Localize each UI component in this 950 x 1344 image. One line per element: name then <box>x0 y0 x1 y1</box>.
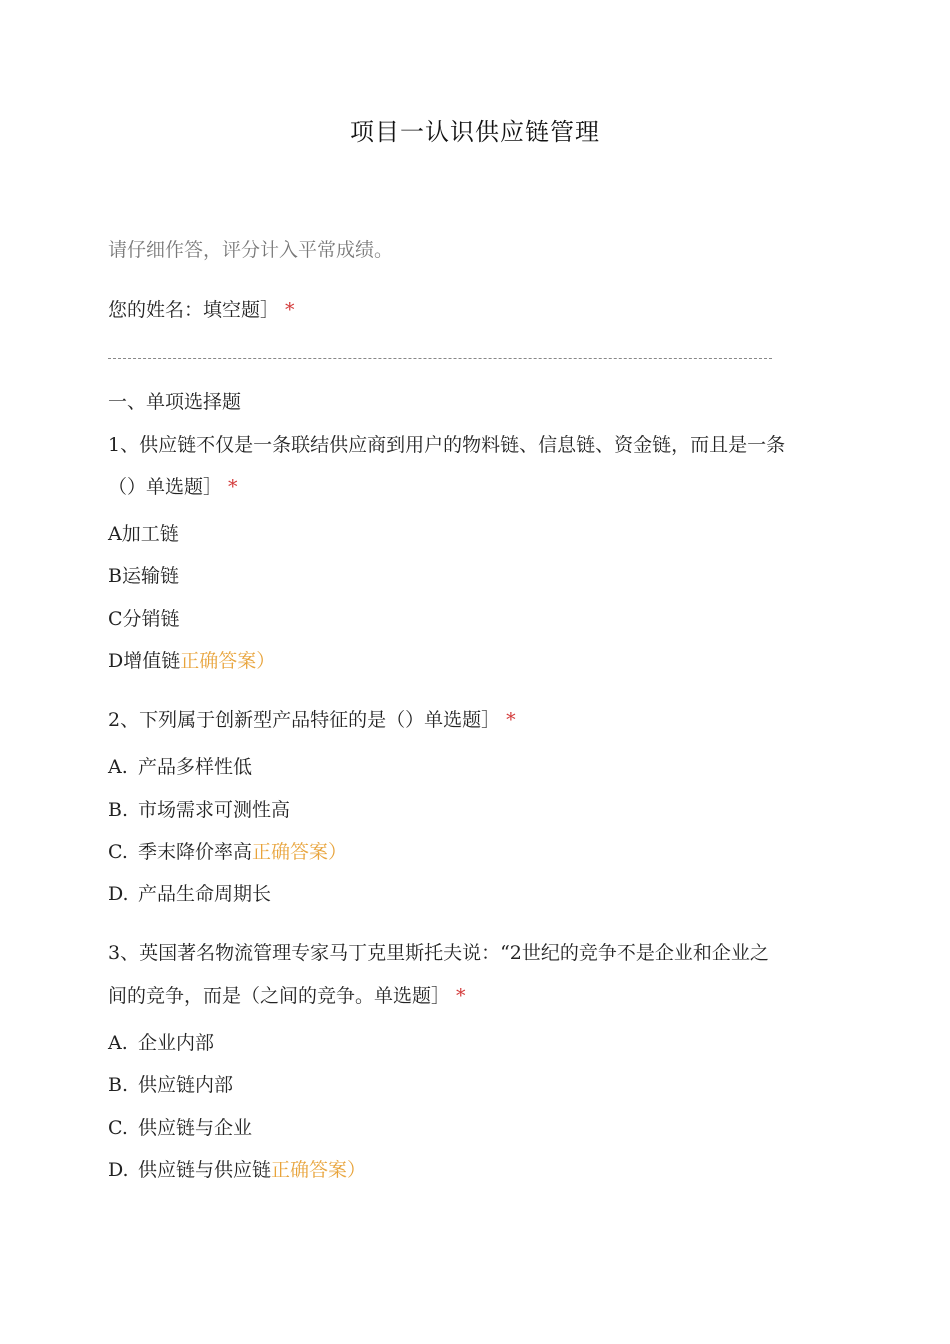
q2-label: 2、下列属于创新型产品特征的是（）单选题］ <box>108 709 501 731</box>
q3-text-line1: 3、英国著名物流管理专家马丁克里斯托夫说：“2世纪的竞争不是企业和企业之 <box>108 942 769 964</box>
q1-label: （）单选题］ <box>108 476 223 498</box>
option-text: 供应链内部 <box>138 1074 234 1096</box>
q3-option-a[interactable] <box>108 1029 214 1057</box>
option-text: 运输链 <box>121 565 179 587</box>
name-answer-line[interactable] <box>108 358 772 359</box>
q2-option-d[interactable] <box>108 880 271 908</box>
q3-option-d[interactable] <box>108 1156 366 1184</box>
option-text: 产品多样性低 <box>138 756 253 778</box>
option-letter: C. <box>108 1117 128 1139</box>
option-letter: D <box>108 650 124 672</box>
correct-answer-tag: 正确答案） <box>180 650 276 672</box>
option-text: 季末降价率高 <box>138 841 253 863</box>
section-heading: 一、单项选择题 <box>108 391 242 413</box>
q3-text-line2 <box>108 982 466 1010</box>
option-letter: A. <box>108 1032 128 1054</box>
page-title: 项目一认识供应链管理 <box>350 118 600 146</box>
q1-option-b[interactable] <box>108 562 179 590</box>
option-text: 企业内部 <box>138 1032 215 1054</box>
required-mark: * <box>285 299 295 321</box>
q2-option-c[interactable] <box>108 838 347 866</box>
option-letter: B <box>108 565 122 587</box>
option-letter: B. <box>108 799 129 821</box>
option-text: 供应链与企业 <box>138 1117 253 1139</box>
q2-text-line1 <box>108 706 516 734</box>
option-text: 增值链 <box>123 650 181 672</box>
option-text: 产品生命周期长 <box>138 883 272 905</box>
q1-text-line1: 1、供应链不仅是一条联结供应商到用户的物料链、信息链、资金链，而且是一条 <box>108 434 786 456</box>
correct-answer-tag: 正确答案） <box>271 1159 367 1181</box>
q1-option-a[interactable] <box>108 520 179 548</box>
q2-option-a[interactable] <box>108 753 252 781</box>
required-mark: * <box>456 985 466 1007</box>
q1-option-d[interactable] <box>108 647 275 675</box>
correct-answer-tag: 正确答案） <box>252 841 348 863</box>
option-letter: C <box>108 608 123 630</box>
q1-text-line2 <box>108 473 238 501</box>
option-letter: D. <box>108 883 129 905</box>
option-letter: A. <box>108 756 128 778</box>
q3-option-c[interactable] <box>108 1114 252 1142</box>
option-letter: C. <box>108 841 128 863</box>
name-question <box>108 296 295 324</box>
intro-text: 请仔细作答，评分计入平常成绩。 <box>108 239 394 261</box>
q1-option-c[interactable] <box>108 605 180 633</box>
option-letter: B. <box>108 1074 129 1096</box>
q2-option-b[interactable] <box>108 796 290 824</box>
option-text: 供应链与供应链 <box>138 1159 272 1181</box>
required-mark: * <box>228 476 238 498</box>
option-letter: A <box>108 523 122 545</box>
required-mark: * <box>506 709 516 731</box>
option-text: 分销链 <box>122 608 180 630</box>
option-text: 市场需求可测性高 <box>138 799 291 821</box>
option-letter: D. <box>108 1159 129 1181</box>
q3-label: 间的竞争，而是（之间的竞争。单选题］ <box>108 985 451 1007</box>
option-text: 加工链 <box>121 523 179 545</box>
name-question-label: 您的姓名：填空题］ <box>108 299 280 321</box>
q3-option-b[interactable] <box>108 1071 233 1099</box>
